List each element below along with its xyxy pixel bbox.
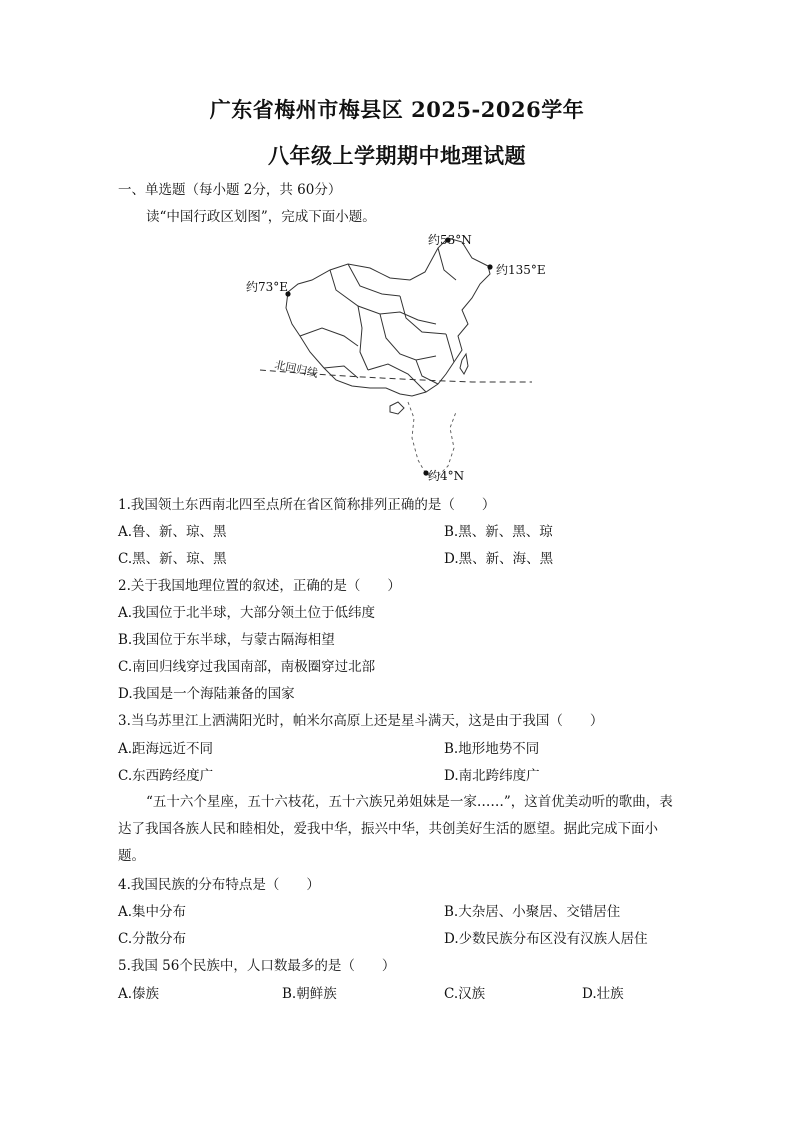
label-tropic: 北回归线 [273, 358, 320, 381]
document-subtitle: 八年级上学期期中地理试题 [268, 143, 526, 168]
label-east: 约135°E [496, 263, 546, 277]
south-china-sea-line [408, 402, 456, 478]
q1-stem: 1.我国领土东西南北四至点所在省区简称排列正确的是（ ） [118, 497, 496, 513]
q5-option-b: B.朝鲜族 [282, 986, 337, 1002]
q4-option-c: C.分散分布 [118, 931, 187, 947]
section-intro: 读“中国行政区划图”，完成下面小题。 [146, 209, 376, 225]
q2-stem: 2.关于我国地理位置的叙述，正确的是（ ） [118, 578, 401, 594]
q3-stem: 3.当乌苏里江上洒满阳光时，帕米尔高原上还是星斗满天，这是由于我国（ ） [118, 713, 604, 729]
label-south: 约4°N [428, 469, 465, 483]
q3-option-c: C.东西跨经度广 [118, 768, 214, 784]
q5-option-c: C.汉族 [444, 986, 486, 1002]
label-west: 约73°E [246, 280, 289, 294]
q1-option-b: B.黑、新、黑、琼 [444, 524, 553, 540]
document-title: 广东省梅州市梅县区 2025-2026学年 [209, 97, 585, 122]
q4-option-d: D.少数民族分布区没有汉族人居住 [444, 931, 648, 947]
q3-option-b: B.地形地势不同 [444, 741, 540, 757]
q5-option-d: D.壮族 [582, 986, 624, 1002]
china-admin-map [240, 228, 560, 488]
q1-option-a: A.鲁、新、琼、黑 [118, 524, 227, 540]
q2-option-c: C.南回归线穿过我国南部，南极圈穿过北部 [118, 659, 376, 675]
hainan-island [390, 402, 404, 414]
q3-option-d: D.南北跨纬度广 [444, 768, 540, 784]
q3-option-a: A.距海远近不同 [118, 741, 214, 757]
q2-option-b: B.我国位于东半球，与蒙古隔海相望 [118, 632, 335, 648]
east-point-marker [487, 264, 492, 269]
reading-passage: “五十六个星座，五十六枝花，五十六族兄弟姐妹是一家……”，这首优美动听的歌曲，表达了我国各族人民和睦相处，爱我中华，振兴中华，共创美好生活的愿望。据此完成下面小题。 [118, 794, 673, 864]
q5-stem: 5.我国 56个民族中，人口数最多的是（ ） [118, 958, 396, 974]
q4-option-a: A.集中分布 [118, 904, 187, 920]
taiwan-island [460, 354, 468, 374]
q1-option-d: D.黑、新、海、黑 [444, 551, 554, 567]
q5-option-a: A.傣族 [118, 986, 160, 1002]
label-north: 约53°N [428, 233, 472, 247]
q4-option-b: B.大杂居、小聚居、交错居住 [444, 904, 621, 920]
q2-option-a: A.我国位于北半球，大部分领土位于低纬度 [118, 605, 376, 621]
q2-option-d: D.我国是一个海陆兼备的国家 [118, 686, 295, 702]
section-heading: 一、单选题（每小题 2分，共 60分） [118, 182, 342, 198]
q1-option-c: C.黑、新、琼、黑 [118, 551, 227, 567]
q4-stem: 4.我国民族的分布特点是（ ） [118, 877, 320, 893]
